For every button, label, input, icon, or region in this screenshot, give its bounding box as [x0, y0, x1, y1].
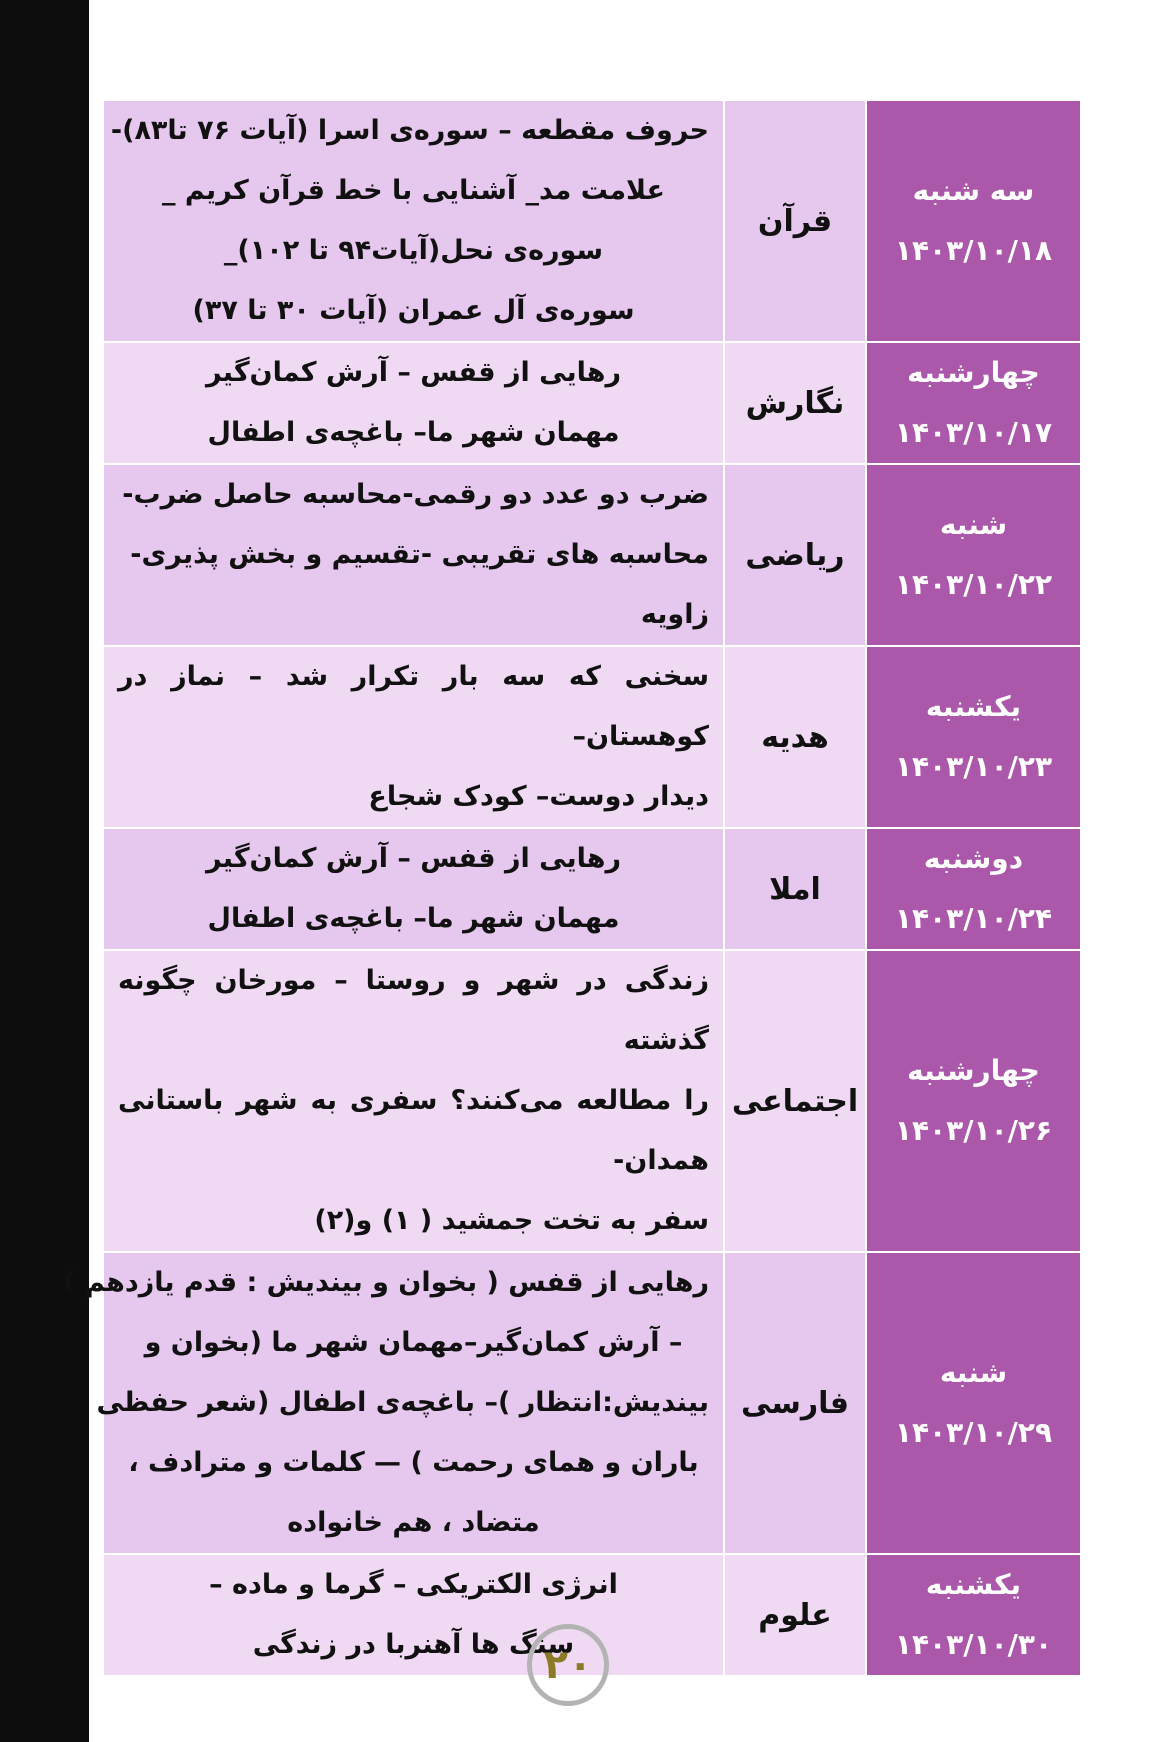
topic-line: مهمان شهر ما– باغچه‌ی اطفال	[207, 903, 620, 934]
topic-line: سوره‌ی نحل(آیات۹۴ تا ۱۰۲)_	[223, 235, 604, 266]
day-name: یکشنبه	[925, 690, 1022, 723]
topics-cell	[63, 1252, 724, 1554]
subject-cell: فارسی	[724, 1252, 866, 1554]
day-name: چهارشنبه	[907, 356, 1040, 389]
date-value: ۱۴۰۳/۱۰/۱۷	[894, 416, 1053, 449]
topic-line: سخنی که سه بار تکرار شد – نماز در کوهستان–	[118, 661, 709, 752]
day-name: شنبه	[939, 508, 1008, 541]
topic-line: مهمان شهر ما– باغچه‌ی اطفال	[207, 417, 620, 448]
left-black-margin	[0, 0, 89, 1742]
table-row	[103, 464, 1081, 646]
topic-line: ضرب دو عدد دو رقمی-محاسبه حاصل ضرب-	[122, 479, 709, 510]
topic-line: متضاد ، هم خانواده	[287, 1507, 540, 1538]
table-row	[103, 342, 1081, 464]
date-cell	[866, 342, 1081, 464]
day-name: دوشنبه	[923, 842, 1024, 875]
subject-cell: اجتماعی	[724, 950, 866, 1252]
day-name: چهارشنبه	[907, 1054, 1040, 1087]
date-cell	[866, 646, 1081, 828]
topics-cell	[103, 464, 724, 646]
topics-cell	[103, 646, 724, 828]
topic-line: رهایی از قفس ( بخوان و بیندیش : قدم یازدهم )	[63, 1267, 709, 1298]
topic-line: دیدار دوست– کودک شجاع	[368, 781, 709, 812]
topic-line: بیندیش:انتظار )– باغچه‌ی اطفال (شعر حفظی	[96, 1387, 709, 1418]
date-cell	[866, 464, 1081, 646]
topics-cell	[103, 1554, 724, 1676]
subject-cell: نگارش	[724, 342, 866, 464]
table-row	[103, 828, 1081, 950]
subject-cell: املا	[724, 828, 866, 950]
date-value: ۱۴۰۳/۱۰/۲۳	[894, 750, 1053, 783]
table-row	[103, 100, 1081, 342]
subject-cell: قرآن	[724, 100, 866, 342]
table-row	[103, 646, 1081, 828]
date-cell	[866, 1252, 1081, 1554]
topic-line: زندگی در شهر و روستا – مورخان چگونه گذشته	[118, 965, 709, 1056]
date-value: ۱۴۰۳/۱۰/۲۲	[894, 568, 1053, 601]
subject-cell: علوم	[724, 1554, 866, 1676]
topic-line: سوره‌ی آل عمران (آیات ۳۰ تا ۳۷)	[192, 295, 635, 326]
date-value: ۱۴۰۳/۱۰/۱۸	[894, 234, 1053, 267]
topic-line: محاسبه های تقریبی -تقسیم و بخش پذیری-	[130, 539, 709, 570]
topic-line: سنگ ها آهنربا در زندگی	[252, 1629, 575, 1660]
table-row	[103, 1252, 1081, 1554]
date-cell	[866, 100, 1081, 342]
day-name: سه شنبه	[912, 174, 1035, 207]
topic-line: سفر به تخت جمشید ( ۱) و(۲)	[314, 1205, 709, 1236]
topic-line: – آرش کمان‌گیر–مهمان شهر ما (بخوان و	[144, 1327, 683, 1358]
topic-line: را مطالعه می‌کنند؟ سفری به شهر باستانی همدان-	[118, 1085, 709, 1176]
page-number-badge: ۲۰	[527, 1624, 609, 1706]
subject-cell: ریاضی	[724, 464, 866, 646]
topic-line: انرژی الکتریکی – گرما و ماده –	[209, 1569, 618, 1600]
date-value: ۱۴۰۳/۱۰/۳۰	[894, 1628, 1053, 1661]
topic-line: حروف مقطعه – سوره‌ی اسرا (آیات ۷۶ تا۸۳)-	[110, 115, 709, 146]
date-value: ۱۴۰۳/۱۰/۲۹	[894, 1416, 1053, 1449]
subject-cell: هدیه	[724, 646, 866, 828]
topic-line: رهایی از قفس – آرش کمان‌گیر	[206, 357, 621, 388]
topic-line: رهایی از قفس – آرش کمان‌گیر	[206, 843, 621, 874]
exam-schedule-table	[63, 99, 1082, 1677]
date-cell	[866, 1554, 1081, 1676]
topics-cell	[103, 950, 724, 1252]
date-cell	[866, 950, 1081, 1252]
topic-line: زاویه	[640, 599, 709, 630]
date-cell	[866, 828, 1081, 950]
topics-cell	[103, 828, 724, 950]
topic-line: باران و همای رحمت ) — کلمات و مترادف ،	[128, 1447, 699, 1478]
table-row	[103, 950, 1081, 1252]
day-name: شنبه	[939, 1356, 1008, 1389]
day-name: یکشنبه	[925, 1568, 1022, 1601]
topic-line: علامت مد_ آشنایی با خط قرآن کریم _	[161, 175, 665, 206]
date-value: ۱۴۰۳/۱۰/۲۴	[894, 902, 1053, 935]
topics-cell	[103, 342, 724, 464]
date-value: ۱۴۰۳/۱۰/۲۶	[894, 1114, 1053, 1147]
topics-cell	[103, 100, 724, 342]
